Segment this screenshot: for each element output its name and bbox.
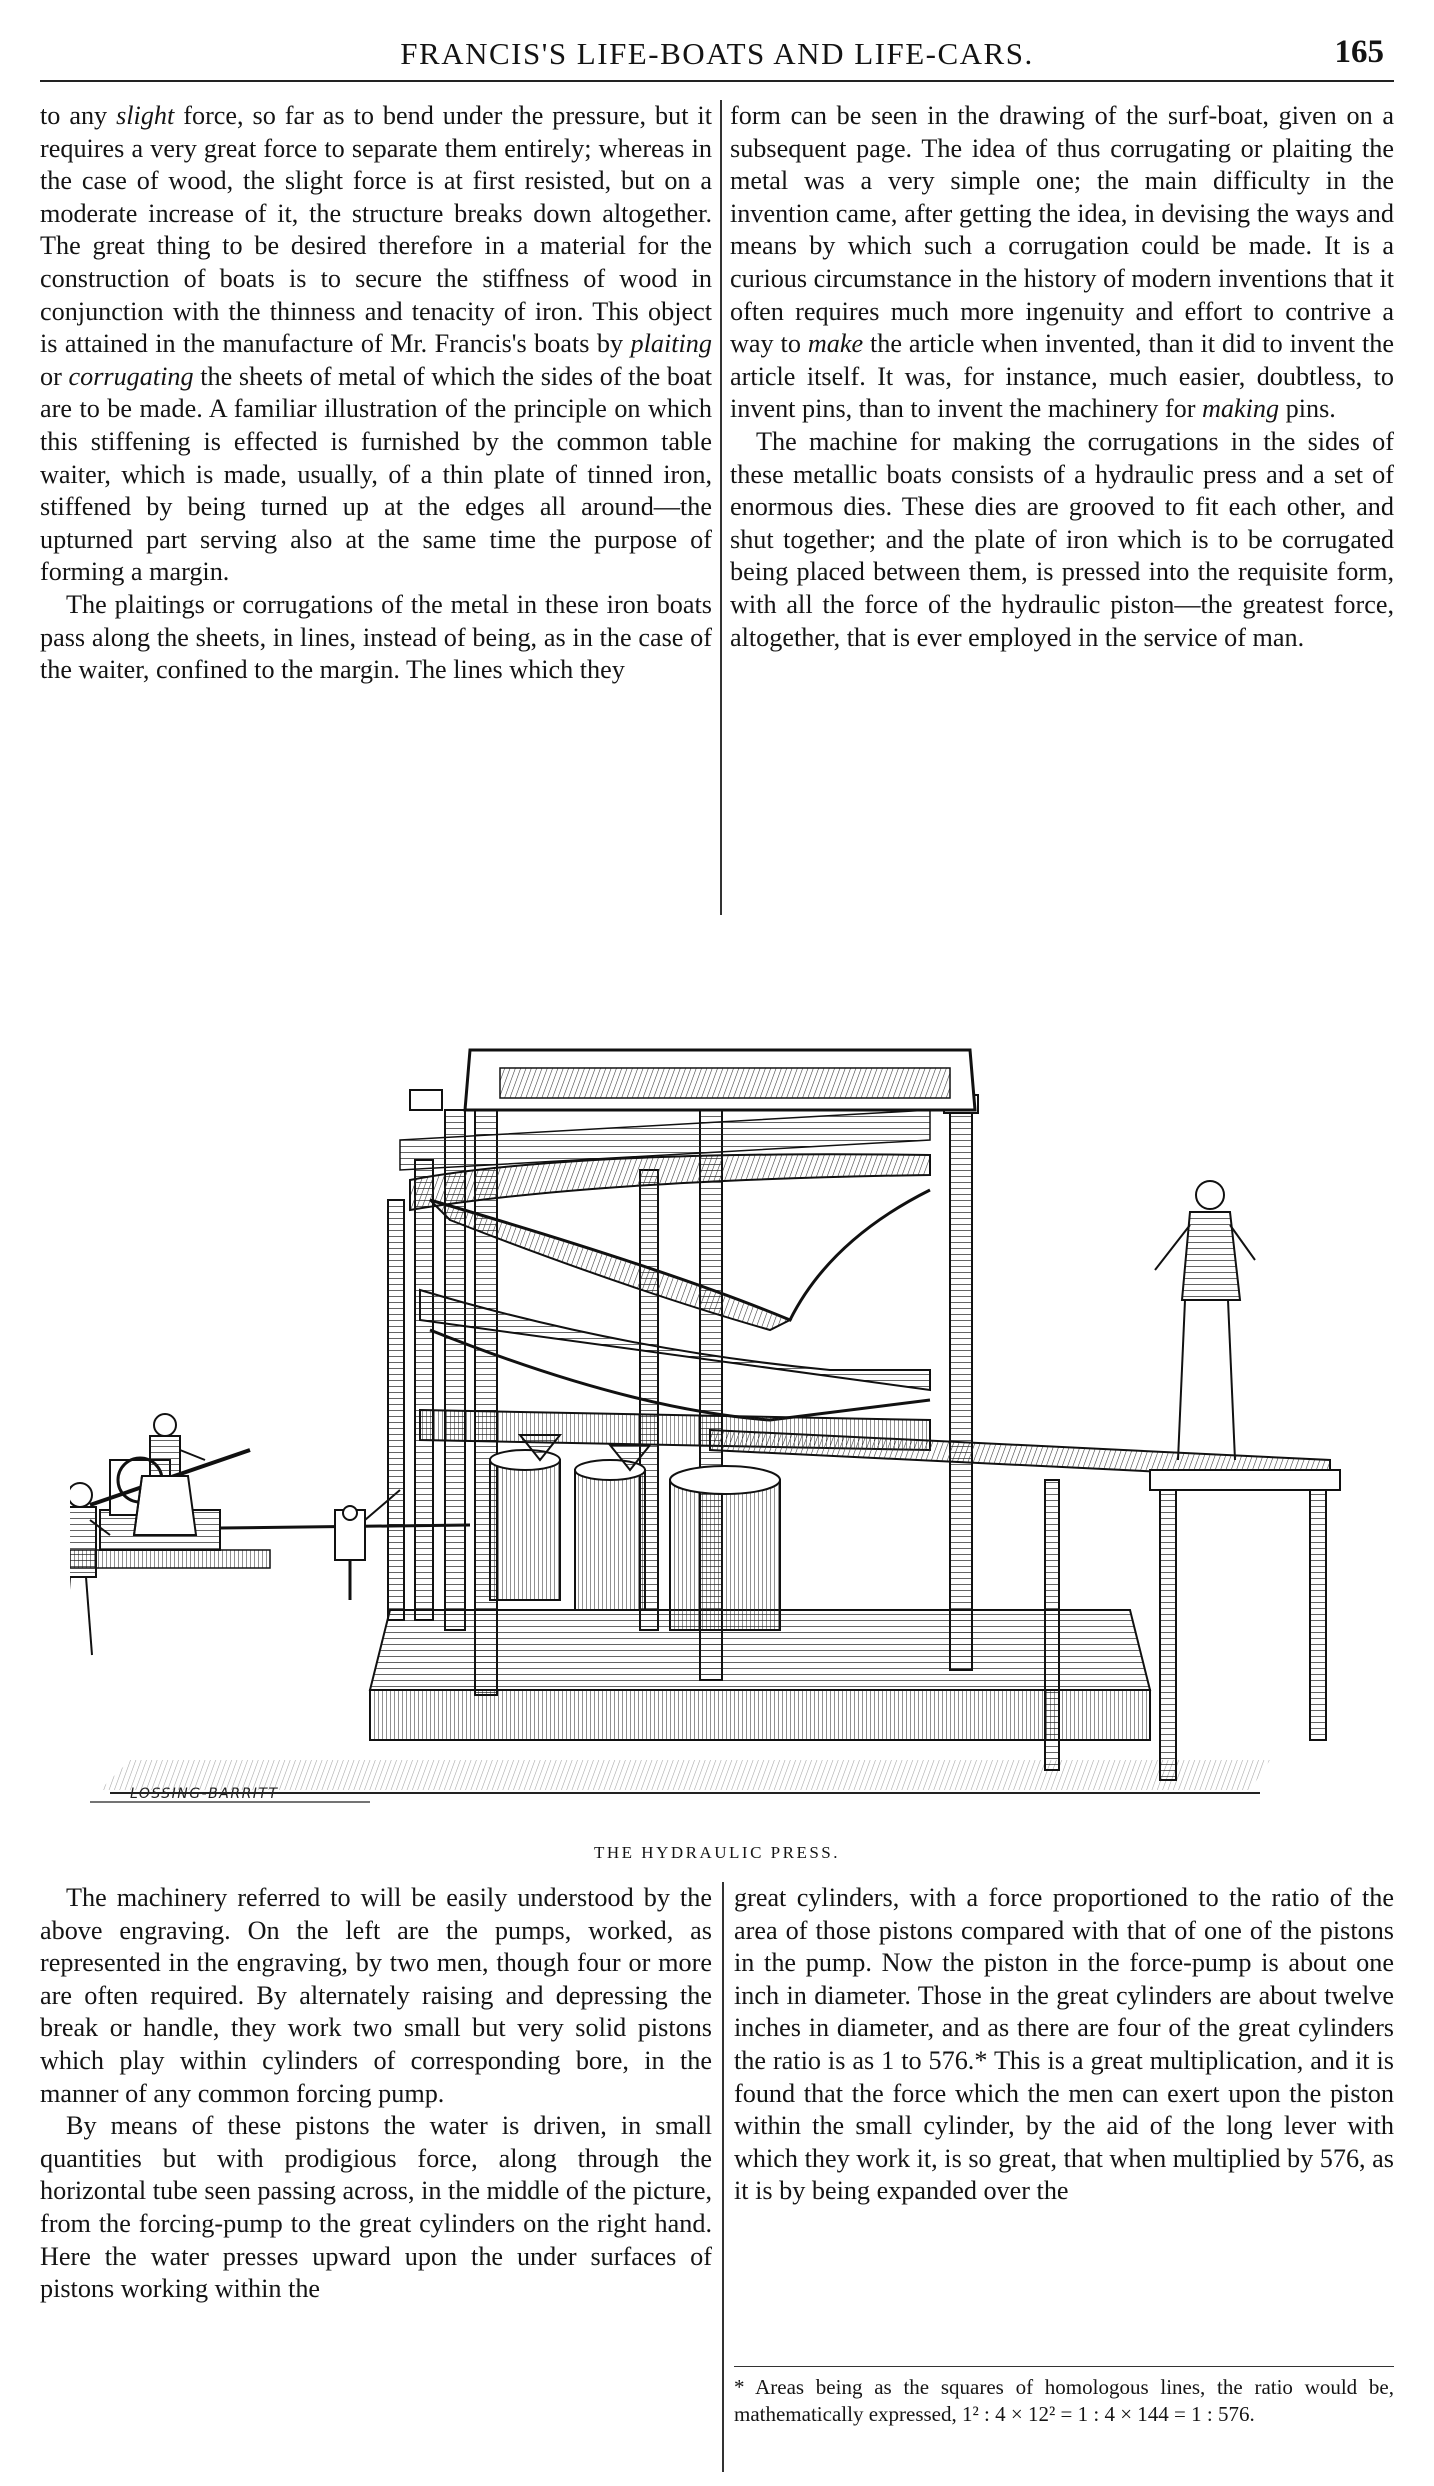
paragraph: By means of these pistons the water is driven, in small quantities but with prodigious force, along through the horizontal tube seen passing across, in the middle of the picture, from the forcing-pump to the great cylinders on the right hand. Here the water presses upward upon the under surfaces of pistons working within the [40, 2111, 712, 2304]
figure-caption: THE HYDRAULIC PRESS. [594, 1843, 840, 1862]
footnote-divider [734, 2366, 1394, 2367]
paragraph: The plaitings or corrugations of the metal in these iron boats pass along the sheets, in lines, instead of being, as in the case of the waiter, confined to the margin. The lines which they [40, 589, 712, 685]
footnote: * Areas being as the squares of homologous lines, the ratio would be, mathematically expressed, 1² : 4 × 12² = 1 : 4 × 144 = 1 : 576. [734, 2375, 1394, 2426]
column-divider [722, 1882, 724, 2472]
paragraph: The machinery referred to will be easily understood by the above engraving. On the left are the pumps, worked, as represented in the engraving, by two men, though four or more are often required. By alternately raising and depressing the break or handle, they work two small but very solid pistons which play within cylinders of corresponding bore, in the manner of any common forcing pump. [40, 1883, 712, 2108]
press-crosshead [400, 1050, 975, 1170]
running-title: FRANCIS'S LIFE-BOATS AND LIFE-CARS. [400, 36, 1034, 71]
svg-text:LOSSING-BARRITT: LOSSING-BARRITT [130, 1786, 279, 1802]
page-number: 165 [1334, 34, 1384, 70]
hydraulic-cylinders [490, 1435, 780, 1630]
paragraph: great cylinders, with a force proportioned to the ratio of the area of those pistons compared with that of one of the pistons in the pump. Now the piston in the force-pump is about one inch in diameter. Those in the great cylinders are about twelve inches in diameter, and as there are four of the great cylinders the ratio is as 1 to 576.* This is a great multiplication, and it is found that the force which the men can exert upon the piston within the small cylinder, by the aid of the long lever with which they work it, is so great, that when multiplied by 576, as it is by being expanded over the [734, 1883, 1394, 2206]
column-right-top [730, 100, 1394, 654]
running-header [40, 34, 1394, 82]
paragraph: The machine for making the corrugations in the sides of these metallic boats consists of a hydraulic press and a set of enormous dies. These dies are grooved to fit each other, and shut together; and the plate of iron which is to be corrugated being placed between them, is pressed into the requisite form, with all the force of the hydraulic piston—the greatest force, altogether, that is ever employed in the service of man. [730, 426, 1394, 652]
column-right-bottom [734, 1882, 1394, 2208]
hydraulic-press-engraving [70, 990, 1370, 1820]
worker-figure-left [70, 1483, 110, 1655]
column-divider [720, 100, 722, 915]
column-left-top [40, 100, 712, 687]
paragraph: to any slight force, so far as to bend under the pressure, but it requires a very great force to separate them entirely; whereas in the case of wood, the slight force is at first resisted, but on a moderate increase of it, the structure breaks down altogether. The great thing to be desired therefore in a material for the construction of boats is to secure the stiffness of wood in conjunction with the thinness and tenacity of iron. This object is attained in the manufacture of Mr. Francis's boats by plaiting or corrugating the sheets of metal of which the sides of the boat are to be made. A familiar illustration of the principle on which this stiffening is effected is furnished by the common table waiter, which is made, usually, of a thin plate of tinned iron, stiffened by being turned up at the edges all around—the upturned part serving also at the same time the purpose of forming a margin. [40, 101, 712, 587]
paragraph: form can be seen in the drawing of the surf-boat, given on a subsequent page. The idea of thus corrugating or plaiting the metal was a very simple one; the main difficulty in the invention came, after getting the idea, in devising the ways and means by which such a corrugation could be made. It is a curious circumstance in the history of modern inventions that it often requires much more ingenuity and effort to contrive a way to make the article when invented, than it did to invent the article itself. It was, for instance, much easier, doubtless, to invent pins, than to invent the machinery for making pins. [730, 101, 1394, 424]
column-left-bottom [40, 1882, 712, 2306]
worker-figure-right [1155, 1181, 1255, 1460]
